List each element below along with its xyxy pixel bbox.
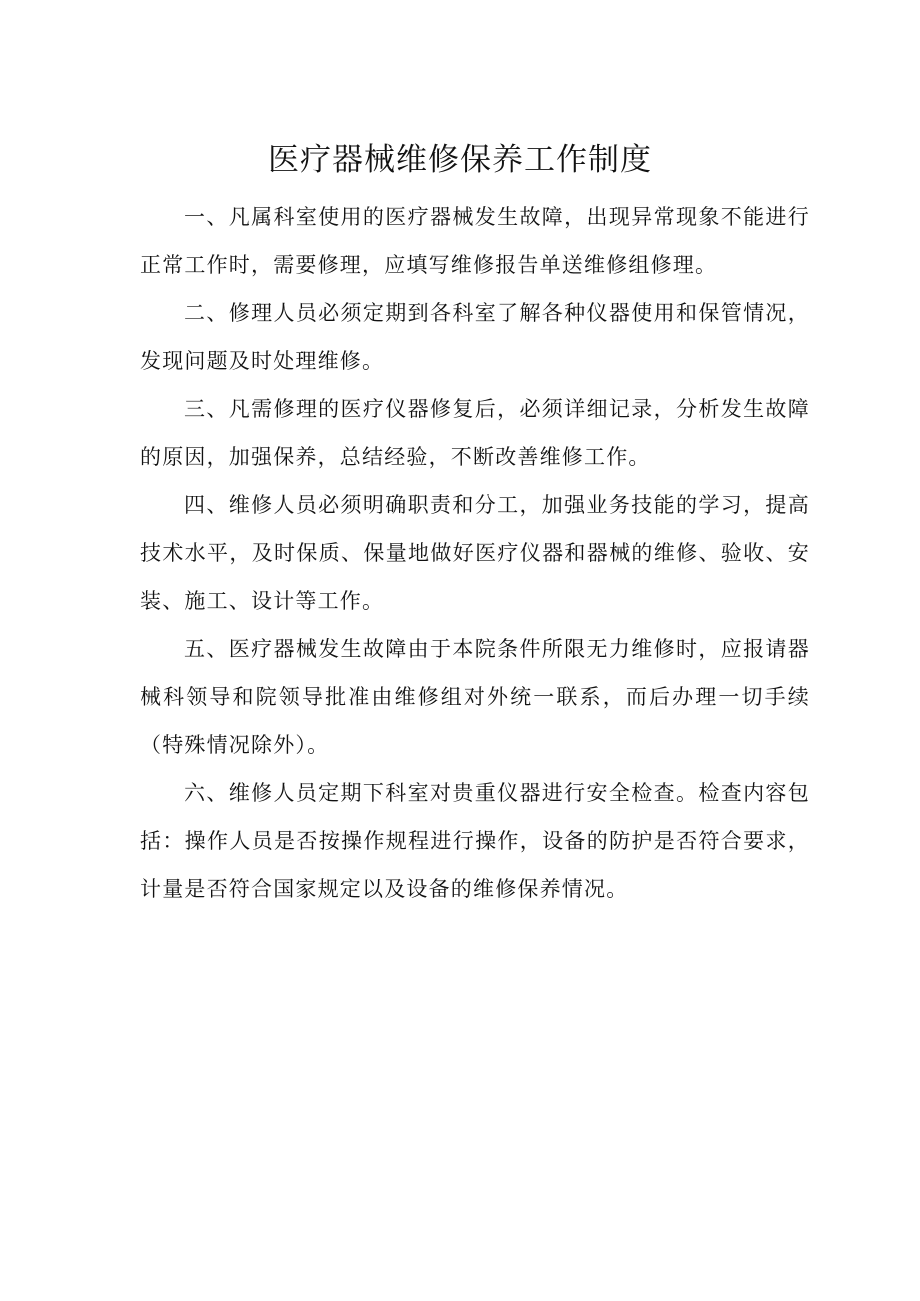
paragraph-6: 六、维修人员定期下科室对贵重仪器进行安全检查。检查内容包括：操作人员是否按操作规程进行操作，设备的防护是否符合要求，计量是否符合国家规定以及设备的维修保养情况。 [140, 781, 810, 901]
paragraph-2: 二、修理人员必须定期到各科室了解各种仪器使用和保管情况，发现问题及时处理维修。 [140, 301, 810, 373]
document-body [140, 193, 810, 913]
paragraph-3: 三、凡需修理的医疗仪器修复后，必须详细记录，分析发生故障的原因，加强保养，总结经验，不断改善维修工作。 [140, 397, 810, 469]
paragraph-4: 四、维修人员必须明确职责和分工，加强业务技能的学习，提高技术水平，及时保质、保量地做好医疗仪器和器械的维修、验收、安装、施工、设计等工作。 [140, 493, 810, 613]
paragraph-5: 五、医疗器械发生故障由于本院条件所限无力维修时，应报请器械科领导和院领导批准由维修组对外统一联系，而后办理一切手续（特殊情况除外）。 [140, 637, 810, 757]
paragraph-1: 一、凡属科室使用的医疗器械发生故障，出现异常现象不能进行正常工作时，需要修理，应填写维修报告单送维修组修理。 [140, 205, 810, 277]
page-title: 医疗器械维修保养工作制度 [268, 142, 652, 178]
